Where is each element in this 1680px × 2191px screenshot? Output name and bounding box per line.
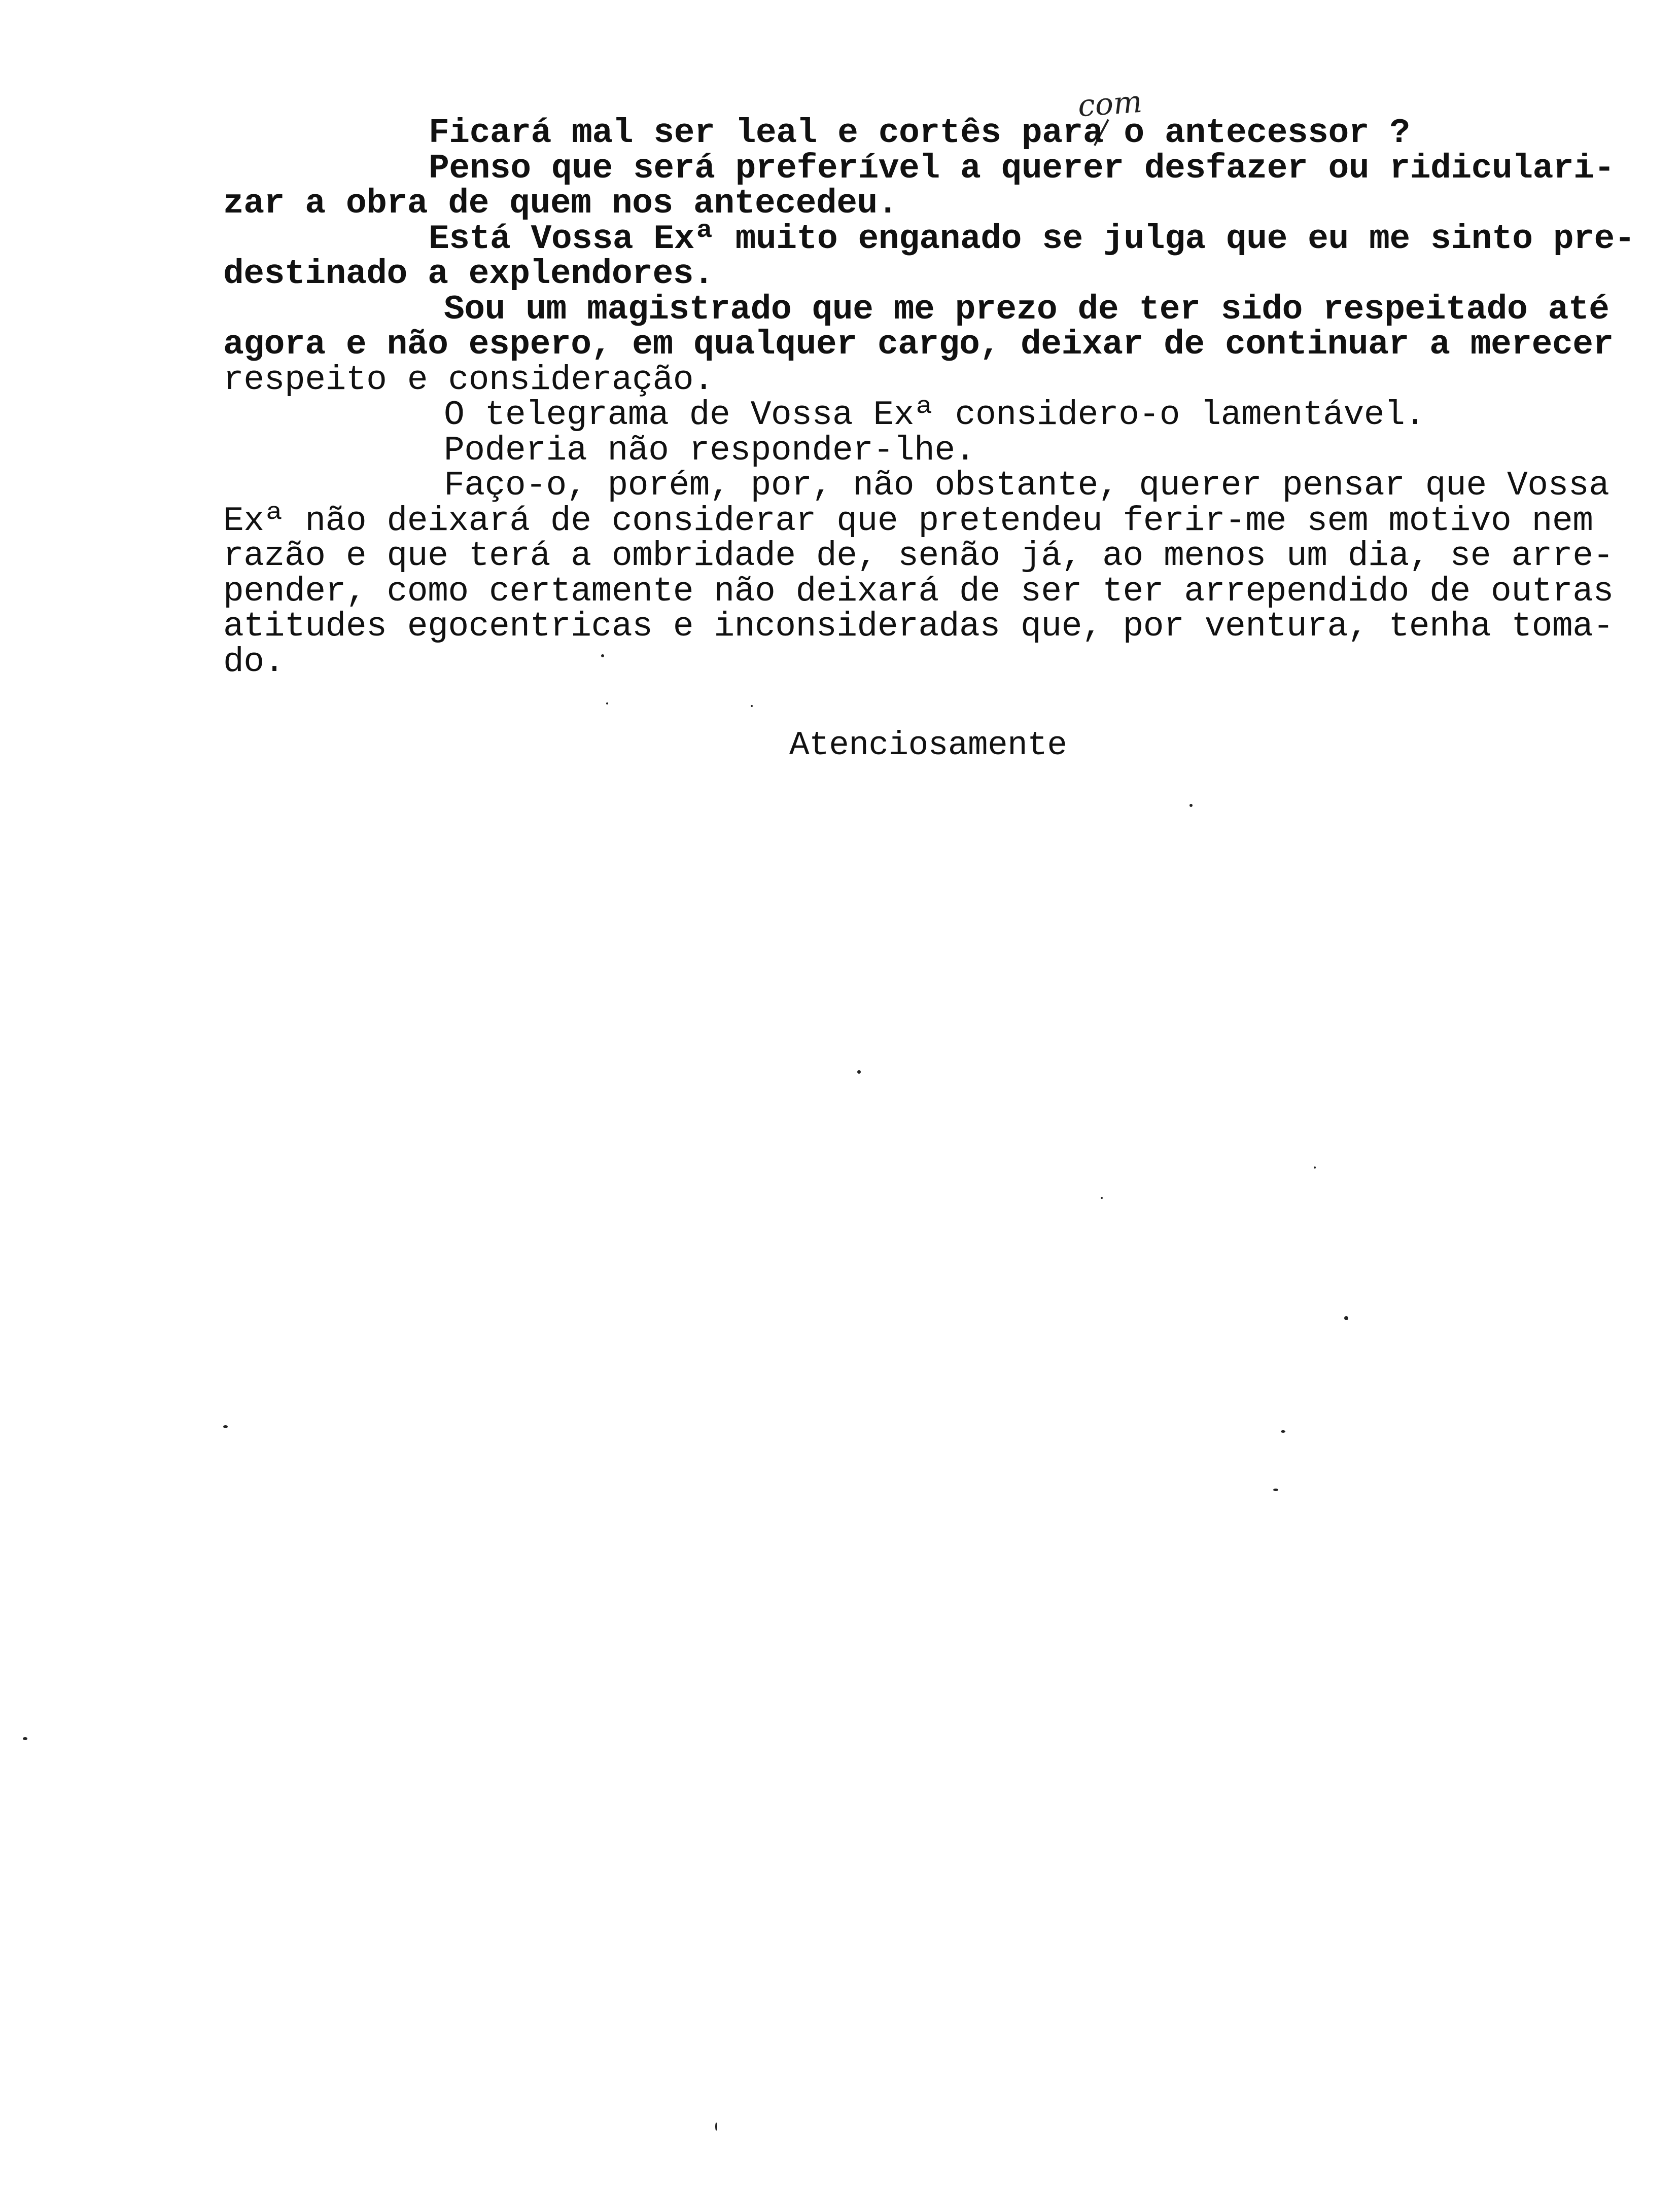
ink-speck: [1281, 1430, 1285, 1433]
handwritten-insertion: com: [1076, 84, 1143, 124]
body-line: razão e que terá a ombridade de, senão já, ao menos um dia, se arre-: [223, 537, 1614, 576]
body-line: do.: [223, 642, 285, 682]
body-line: Está Vossa Exª muito enganado se julga que eu me sinto pre-: [429, 219, 1635, 259]
body-line: Faço-o, porém, por, não obstante, querer pensar que Vossa: [444, 466, 1609, 505]
ink-speck: [1344, 1316, 1348, 1320]
body-line: Sou um magistrado que me prezo de ter sido respeitado até: [444, 290, 1609, 329]
body-line: O telegrama de Vossa Exª considero-o lamentável.: [444, 396, 1425, 435]
body-line: zar a obra de quem nos antecedeu.: [223, 184, 898, 223]
ink-speck: [606, 702, 608, 704]
ink-speck: [1273, 1489, 1278, 1491]
body-line: atitudes egocentricas e inconsideradas que, por ventura, tenha toma-: [223, 607, 1614, 646]
body-line: Ficará mal ser leal e cortês para o antecessor ?: [429, 114, 1410, 153]
closing-salutation: Atenciosamente: [789, 726, 1067, 764]
body-line: respeito e consideração.: [223, 360, 714, 400]
letter-body: [223, 114, 1635, 682]
ink-speck: [23, 1737, 27, 1740]
ink-speck: [223, 1425, 228, 1428]
ink-speck: [1189, 804, 1193, 807]
ink-speck: [1314, 1167, 1316, 1169]
body-line: Penso que será preferível a querer desfazer ou ridiculari-: [429, 149, 1615, 188]
ink-speck: [751, 705, 753, 707]
ink-speck: [715, 2123, 717, 2131]
ink-speck: [1101, 1197, 1103, 1199]
body-line: pender, como certamente não deixará de ser ter arrependido de outras: [223, 572, 1614, 611]
ink-speck: [857, 1070, 861, 1074]
body-line: agora e não espero, em qualquer cargo, deixar de continuar a merecer: [223, 325, 1614, 364]
ink-speck: [601, 654, 604, 657]
body-line: Exª não deixará de considerar que pretendeu ferir-me sem motivo nem: [223, 501, 1593, 541]
body-line: destinado a explendores.: [223, 255, 714, 294]
body-line: Poderia não responder-lhe.: [444, 431, 975, 470]
